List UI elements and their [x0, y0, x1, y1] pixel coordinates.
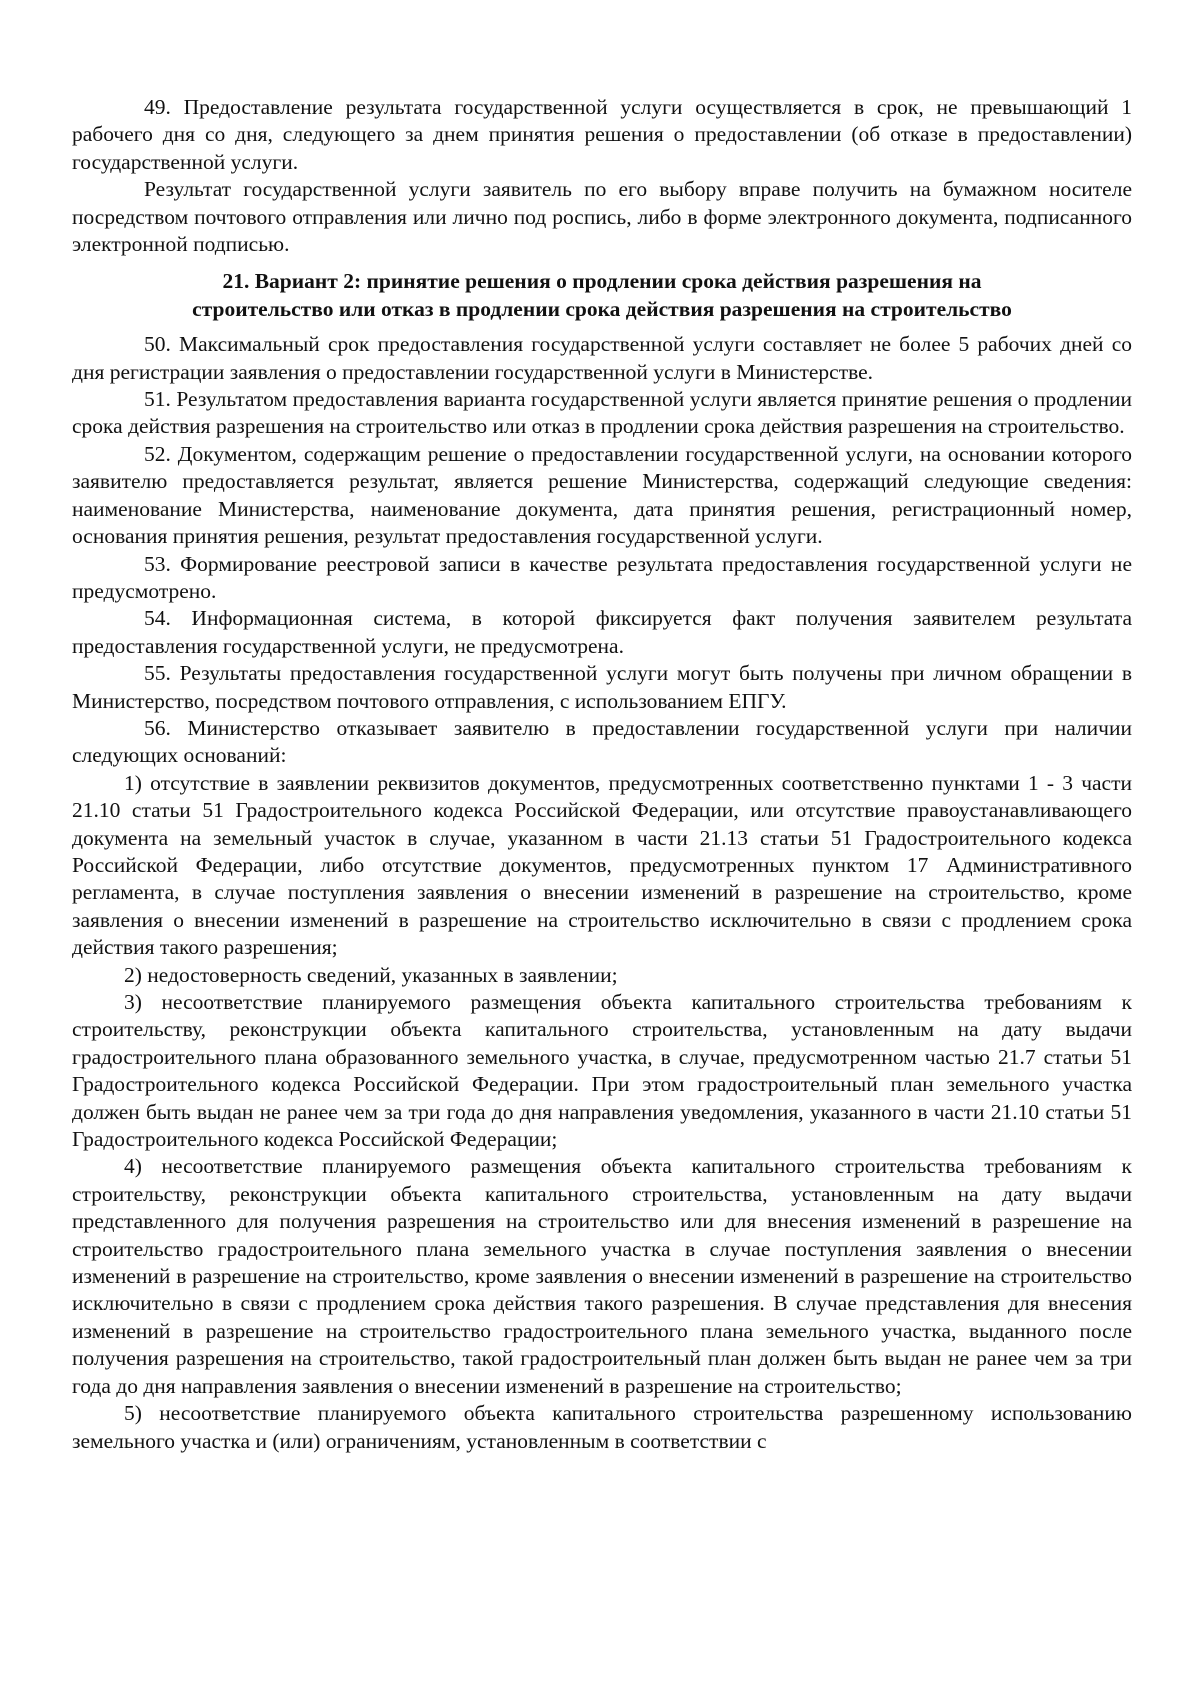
paragraph-49-result: Результат государственной услуги заявитель по его выбору вправе получить на бумажном носителе посредством почтового отправления или лично под роспись, либо в форме электронного документа, подписанного электронной подписью. — [72, 177, 1132, 257]
section-heading-line-1: 21. Вариант 2: принятие решения о продлении срока действия разрешения на — [222, 269, 982, 294]
paragraph-53: 53. Формирование реестровой записи в качестве результата предоставления государственной услуги не предусмотрено. — [72, 551, 1132, 603]
list-item-3: 3) несоответствие планируемого размещения объекта капитального строительства требованиям к строительству, реконструкции объекта капитального строительства, установленным на дату выдачи градостроительного плана образованного земельного участка, в случае, предусмотренном частью 21.7 статьи 51 Градостроительного кодекса Российской Федерации. При этом градостроительный план земельного участка должен быть выдан не ранее чем за три года до дня направления уведомления, указанного в части 21.10 статьи 51 Градостроительного кодекса Российской Федерации; — [72, 990, 1132, 1152]
list-item-5: 5) несоответствие планируемого объекта капитального строительства разрешенному использованию земельного участка и (или) ограничениям, установленным в соответствии с — [72, 1401, 1132, 1453]
list-item-4: 4) несоответствие планируемого размещения объекта капитального строительства требованиям к строительству, реконструкции объекта капитального строительства, установленным на дату выдачи представленного для получения разрешения на строительство или для внесения изменений в разрешение на строительство градостроительного плана земельного участка в случае поступления заявления о внесении изменений в разрешение на строительство, кроме заявления о внесении изменений в разрешение на строительство исключительно в связи с продлением срока действия такого разрешения. В случае представления для внесения изменений в разрешение на строительство градостроительного плана земельного участка, выданного после получения разрешения на строительство, такой градостроительный план должен быть выдан не ранее чем за три года до дня направления заявления о внесении изменений в разрешение на строительство; — [72, 1154, 1132, 1398]
paragraph-51: 51. Результатом предоставления варианта государственной услуги является принятие решения о продлении срока действия разрешения на строительство или отказ в продлении срока действия разрешения на строительство. — [72, 387, 1132, 439]
section-heading — [72, 268, 1132, 323]
paragraph-49: 49. Предоставление результата государственной услуги осуществляется в срок, не превышающий 1 рабочего дня со дня, следующего за днем принятия решения о предоставлении (об отказе в предоставлении) государственной услуги. — [72, 95, 1132, 174]
paragraph-50: 50. Максимальный срок предоставления государственной услуги составляет не более 5 рабочих дней со дня регистрации заявления о предоставлении государственной услуги в Министерстве. — [72, 332, 1132, 384]
list-item-1: 1) отсутствие в заявлении реквизитов документов, предусмотренных соответственно пунктами 1 - 3 части 21.10 статьи 51 Градостроительного кодекса Российской Федерации, или отсутствие правоустанавливающего документа на земельный участок в случае, указанном в части 21.13 статьи 51 Градостроительного кодекса Российской Федерации, либо отсутствие документов, предусмотренных пунктом 17 Административного регламента, в случае поступления заявления о внесении изменений в разрешение на строительство, кроме заявления о внесении изменений в разрешение на строительство исключительно в связи с продлением срока действия такого разрешения; — [72, 770, 1132, 960]
paragraph-56: 56. Министерство отказывает заявителю в предоставлении государственной услуги при наличии следующих оснований: — [72, 715, 1132, 768]
paragraph-54: 54. Информационная система, в которой фиксируется факт получения заявителем результата предоставления государственной услуги, не предусмотрена. — [72, 606, 1132, 658]
list-item-2: 2) недостоверность сведений, указанных в заявлении; — [124, 962, 618, 987]
paragraph-52: 52. Документом, содержащим решение о предоставлении государственной услуги, на основании которого заявителю предоставляется результат, является решение Министерства, содержащий следующие сведения: наименование Министерства, наименование документа, дата принятия решения, регистрационный номер, основания принятия решения, результат предоставления государственной услуги. — [72, 441, 1132, 549]
paragraph-55: 55. Результаты предоставления государственной услуги могут быть получены при личном обращении в Министерство, посредством почтового отправления, с использованием ЕПГУ. — [72, 661, 1132, 713]
section-heading-line-2: строительство или отказ в продлении срока действия разрешения на строительство — [192, 296, 1012, 321]
